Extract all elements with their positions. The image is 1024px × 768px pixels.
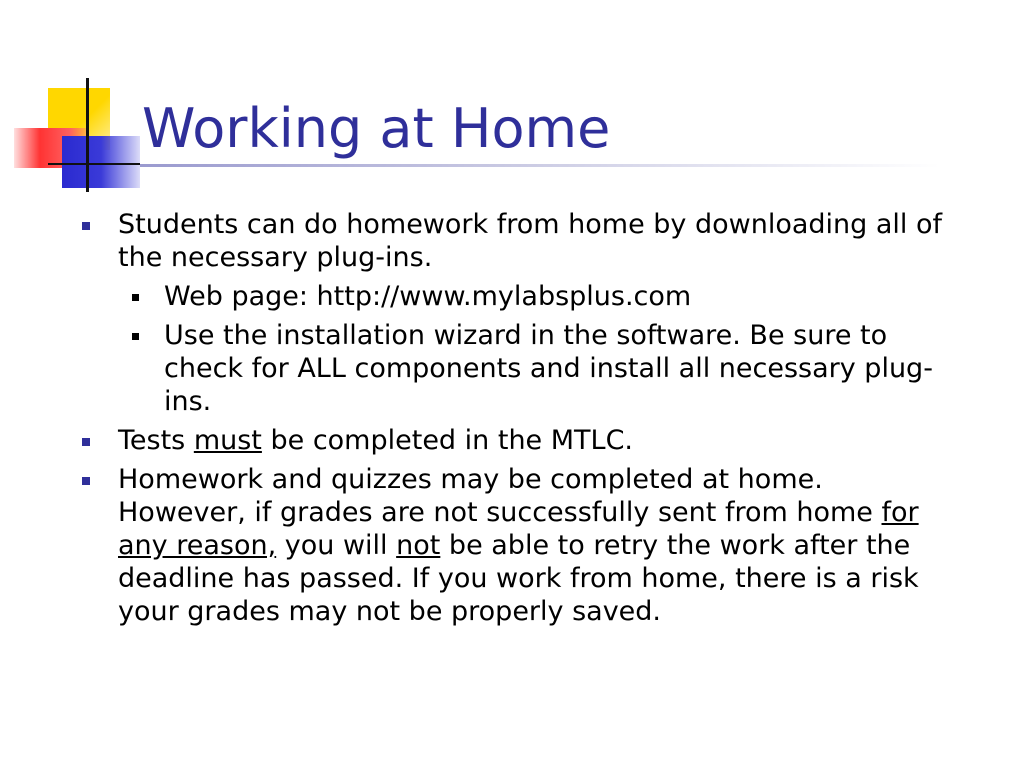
horizontal-line-decoration xyxy=(48,163,140,165)
sub-bullet-installation-wizard xyxy=(76,319,956,418)
bullet-text-post: be completed in the MTLC. xyxy=(261,425,634,456)
bullet-tests-mtlc xyxy=(76,424,956,457)
bullet-text-mid: you will xyxy=(276,530,397,561)
bullet-homework-from-home xyxy=(76,208,956,274)
slide-body xyxy=(76,208,956,634)
slide-title: Working at Home xyxy=(142,97,611,160)
emphasis-must: must xyxy=(193,425,262,456)
square-bullet-icon xyxy=(82,477,90,485)
sub-bullet-web-page xyxy=(76,280,956,313)
bullet-text: Students can do homework from home by downloading all of the necessary plug-ins. xyxy=(118,209,943,273)
blue-square-decoration xyxy=(62,136,140,188)
bullet-text-pre: Tests xyxy=(118,425,194,456)
bullet-homework-quizzes xyxy=(76,463,956,628)
emphasis-for-any-reason: for any reason, xyxy=(118,497,919,561)
bullet-text-pre: Homework and quizzes may be completed at home. However, if grades are not successfully sent from home xyxy=(118,464,882,528)
square-bullet-icon xyxy=(132,294,139,301)
vertical-line-decoration xyxy=(86,78,89,192)
square-bullet-icon xyxy=(82,438,90,446)
title-underline-rule xyxy=(140,164,940,167)
sub-bullet-text: Web page: http://www.mylabsplus.com xyxy=(164,281,692,312)
square-bullet-icon xyxy=(132,333,139,340)
sub-bullet-text: Use the installation wizard in the software. Be sure to check for ALL components and install all necessary plug-ins. xyxy=(164,320,933,417)
emphasis-not: not xyxy=(396,530,441,561)
square-bullet-icon xyxy=(82,222,90,230)
bullet-text-post: be able to retry the work after the deadline has passed. If you work from home, there is a risk your grades may not be properly saved. xyxy=(118,530,919,627)
